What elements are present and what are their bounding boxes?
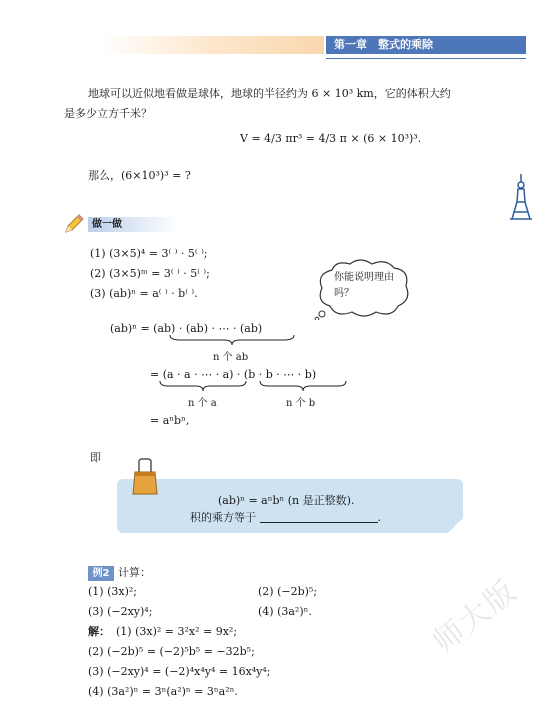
activity-item-2: (2) (3×5)ᵐ = 3⁽ ⁾ · 5⁽ ⁾;: [90, 267, 210, 280]
intro-line-2: 是多少立方千米？: [64, 107, 152, 120]
conclusion-lead: 即: [90, 451, 101, 464]
brace-b: [258, 380, 348, 392]
problem-2: (2) (−2b)⁵;: [258, 585, 318, 598]
brace-ab: [168, 334, 296, 346]
brace-a-label: n 个 a: [188, 398, 217, 409]
brace-b-label: n 个 b: [286, 398, 316, 409]
brace-a: [158, 380, 248, 392]
volume-formula: V = 4/3 πr³ = 4/3 π × (6 × 10³)³.: [240, 132, 422, 145]
rule-fill-in: 积的乘方等于 .: [190, 511, 381, 524]
solution-2: (2) (−2b)⁵ = (−2)⁵b⁵ = −32b⁵;: [88, 645, 255, 658]
fill-blank: [260, 510, 378, 523]
rule-formula: (ab)ⁿ = aⁿbⁿ (n 是正整数).: [218, 494, 355, 507]
intro-question: 那么，(6×10³)³ = ?: [88, 169, 191, 182]
solution-3: (3) (−2xy)⁴ = (−2)⁴x⁴y⁴ = 16x⁴y⁴;: [88, 665, 271, 678]
tower-icon: [506, 172, 536, 222]
chapter-title: 第一章 整式的乘除: [326, 36, 526, 54]
fill-prompt: 积的乘方等于: [190, 511, 256, 524]
watermark: 师大版: [426, 573, 525, 660]
problem-3: (3) (−2xy)⁴;: [88, 605, 153, 618]
example-badge: 例2: [88, 566, 114, 581]
header-gradient: [100, 36, 324, 54]
pencil-icon: [62, 212, 86, 236]
problem-1: (1) (3x)²;: [88, 585, 137, 598]
derivation-line-1: (ab)ⁿ = (ab) · (ab) · ⋯ · (ab): [110, 322, 263, 335]
solution-label: 解：: [88, 625, 110, 638]
activity-item-3: (3) (ab)ⁿ = a⁽ ⁾ · b⁽ ⁾.: [90, 287, 198, 300]
solution-1: (1) (3x)² = 3²x² = 9x²;: [116, 625, 238, 638]
activity-item-1: (1) (3×5)⁴ = 3⁽ ⁾ · 5⁽ ⁾;: [90, 247, 208, 260]
brace-ab-label: n 个 ab: [213, 352, 249, 363]
intro-line-1: 地球可以近似地看做是球体，地球的半径约为 6 × 10³ km，它的体积大约: [88, 87, 451, 100]
derivation-line-2: = (a · a · ⋯ · a) · (b · b · ⋯ · b): [150, 368, 317, 381]
problem-4: (4) (3a²)ⁿ.: [258, 605, 312, 618]
activity-title: 做一做: [88, 217, 180, 232]
binder-clip-icon: [130, 458, 160, 496]
header-rule: [326, 58, 526, 59]
solution-4: (4) (3a²)ⁿ = 3ⁿ(a²)ⁿ = 3ⁿa²ⁿ.: [88, 685, 238, 698]
bubble-text: 你能说明理由吗？: [334, 272, 394, 299]
example-title: 计算：: [118, 566, 151, 579]
derivation-line-3: = aⁿbⁿ,: [150, 414, 190, 427]
